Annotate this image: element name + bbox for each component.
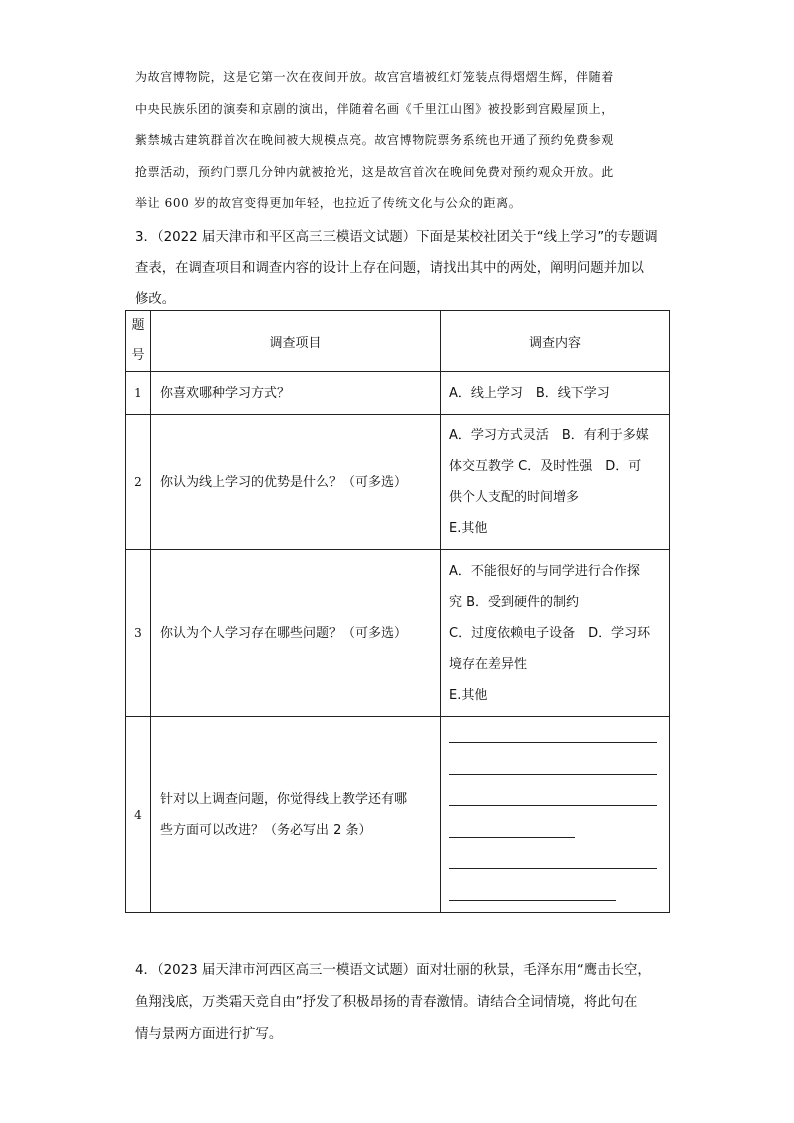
table-header-row: [126, 311, 670, 372]
row-number: 1: [126, 372, 151, 415]
content-line: 境存在差异性: [449, 656, 528, 672]
table-row: [126, 717, 670, 913]
header-survey-item: 调查项目: [151, 311, 441, 372]
intro-line: 举让 600 岁的故宫变得更加年轻，也拉近了传统文化与公众的距离。: [135, 196, 522, 210]
question-4-line: 鱼翔浅底，万类霜天竞自由”抒发了积极昂扬的青春激情。请结合全词情境，将此句在: [135, 995, 638, 1010]
content-line: E.其他: [449, 521, 488, 536]
survey-content: [441, 550, 670, 717]
header-number-char: 题: [131, 318, 145, 333]
answer-blank-line[interactable]: [449, 783, 657, 806]
row-number: 2: [126, 415, 151, 550]
answer-blank-line[interactable]: [449, 878, 616, 901]
question-3-line: 修改。: [135, 292, 176, 307]
content-line: E.其他: [449, 687, 488, 703]
question-4-line: 4．（2023 届天津市河西区高三一模语文试题）面对壮丽的秋景，毛泽东用“鹰击长空，: [135, 963, 651, 978]
content-line: A．不能很好的与同学进行合作探: [449, 563, 640, 579]
question-4-line: 情与景两方面进行扩写。: [135, 1027, 283, 1042]
intro-passage: [135, 62, 680, 220]
question-3-line: 3．（2022 届天津市和平区高三三模语文试题）下面是某校社团关于“线上学习”的专题调: [135, 230, 658, 245]
row-number: 3: [126, 550, 151, 717]
survey-item: 你认为个人学习存在哪些问题？（可多选）: [151, 550, 441, 717]
answer-blank-line[interactable]: [449, 815, 575, 838]
question-4-prompt: [135, 955, 680, 1051]
survey-item: [151, 717, 441, 913]
content-line: 体交互教学 C．及时性强 D．可: [449, 459, 642, 474]
table-row: [126, 550, 670, 717]
table-row: [126, 372, 670, 415]
question-3-line: 查表，在调查项目和调查内容的设计上存在问题，请找出其中的两处，阐明问题并加以: [135, 261, 644, 276]
content-line: A．学习方式灵活 B．有利于多媒: [449, 428, 649, 443]
table-row: [126, 415, 670, 550]
survey-content: [441, 415, 670, 550]
survey-item: 你认为线上学习的优势是什么？（可多选）: [151, 415, 441, 550]
survey-item-line: 针对以上调查问题，你觉得线上教学还有哪: [160, 791, 408, 807]
survey-table: [125, 310, 670, 913]
intro-line: 为故宫博物院，这是它第一次在夜间开放。故宫宫墙被红灯笼装点得熠熠生辉，伴随着: [135, 70, 614, 84]
answer-blank-line[interactable]: [449, 720, 657, 743]
question-3-prompt: [135, 222, 680, 315]
content-line: 供个人支配的时间增多: [449, 490, 580, 505]
answer-blank-area[interactable]: [441, 717, 670, 913]
survey-content: [441, 372, 670, 415]
answer-blank-line[interactable]: [449, 846, 657, 869]
intro-line: 抢票活动，预约门票几分钟内就被抢光，这是故宫首次在晚间免费对预约观众开放。此: [135, 164, 614, 179]
answer-blank-line[interactable]: [449, 752, 657, 775]
content-line: C．过度依赖电子设备 D．学习环: [449, 625, 651, 641]
content-line: 究 B．受到硬件的制约: [449, 594, 580, 610]
survey-item-line: 些方面可以改进？（务必写出 2 条）: [160, 822, 372, 838]
header-survey-content: 调查内容: [441, 311, 670, 372]
header-number: [126, 311, 151, 372]
row-number: 4: [126, 717, 151, 913]
intro-line: 紫禁城古建筑群首次在晚间被大规模点亮。故宫博物院票务系统也开通了预约免费参观: [135, 133, 614, 147]
header-number-char: 号: [131, 348, 145, 363]
survey-item: 你喜欢哪种学习方式？: [151, 372, 441, 415]
content-line: A．线上学习 B．线下学习: [449, 385, 610, 401]
intro-line: 中央民族乐团的演奏和京剧的演出，伴随着名画《千里江山图》被投影到宫殿屋顶上，: [135, 101, 614, 116]
